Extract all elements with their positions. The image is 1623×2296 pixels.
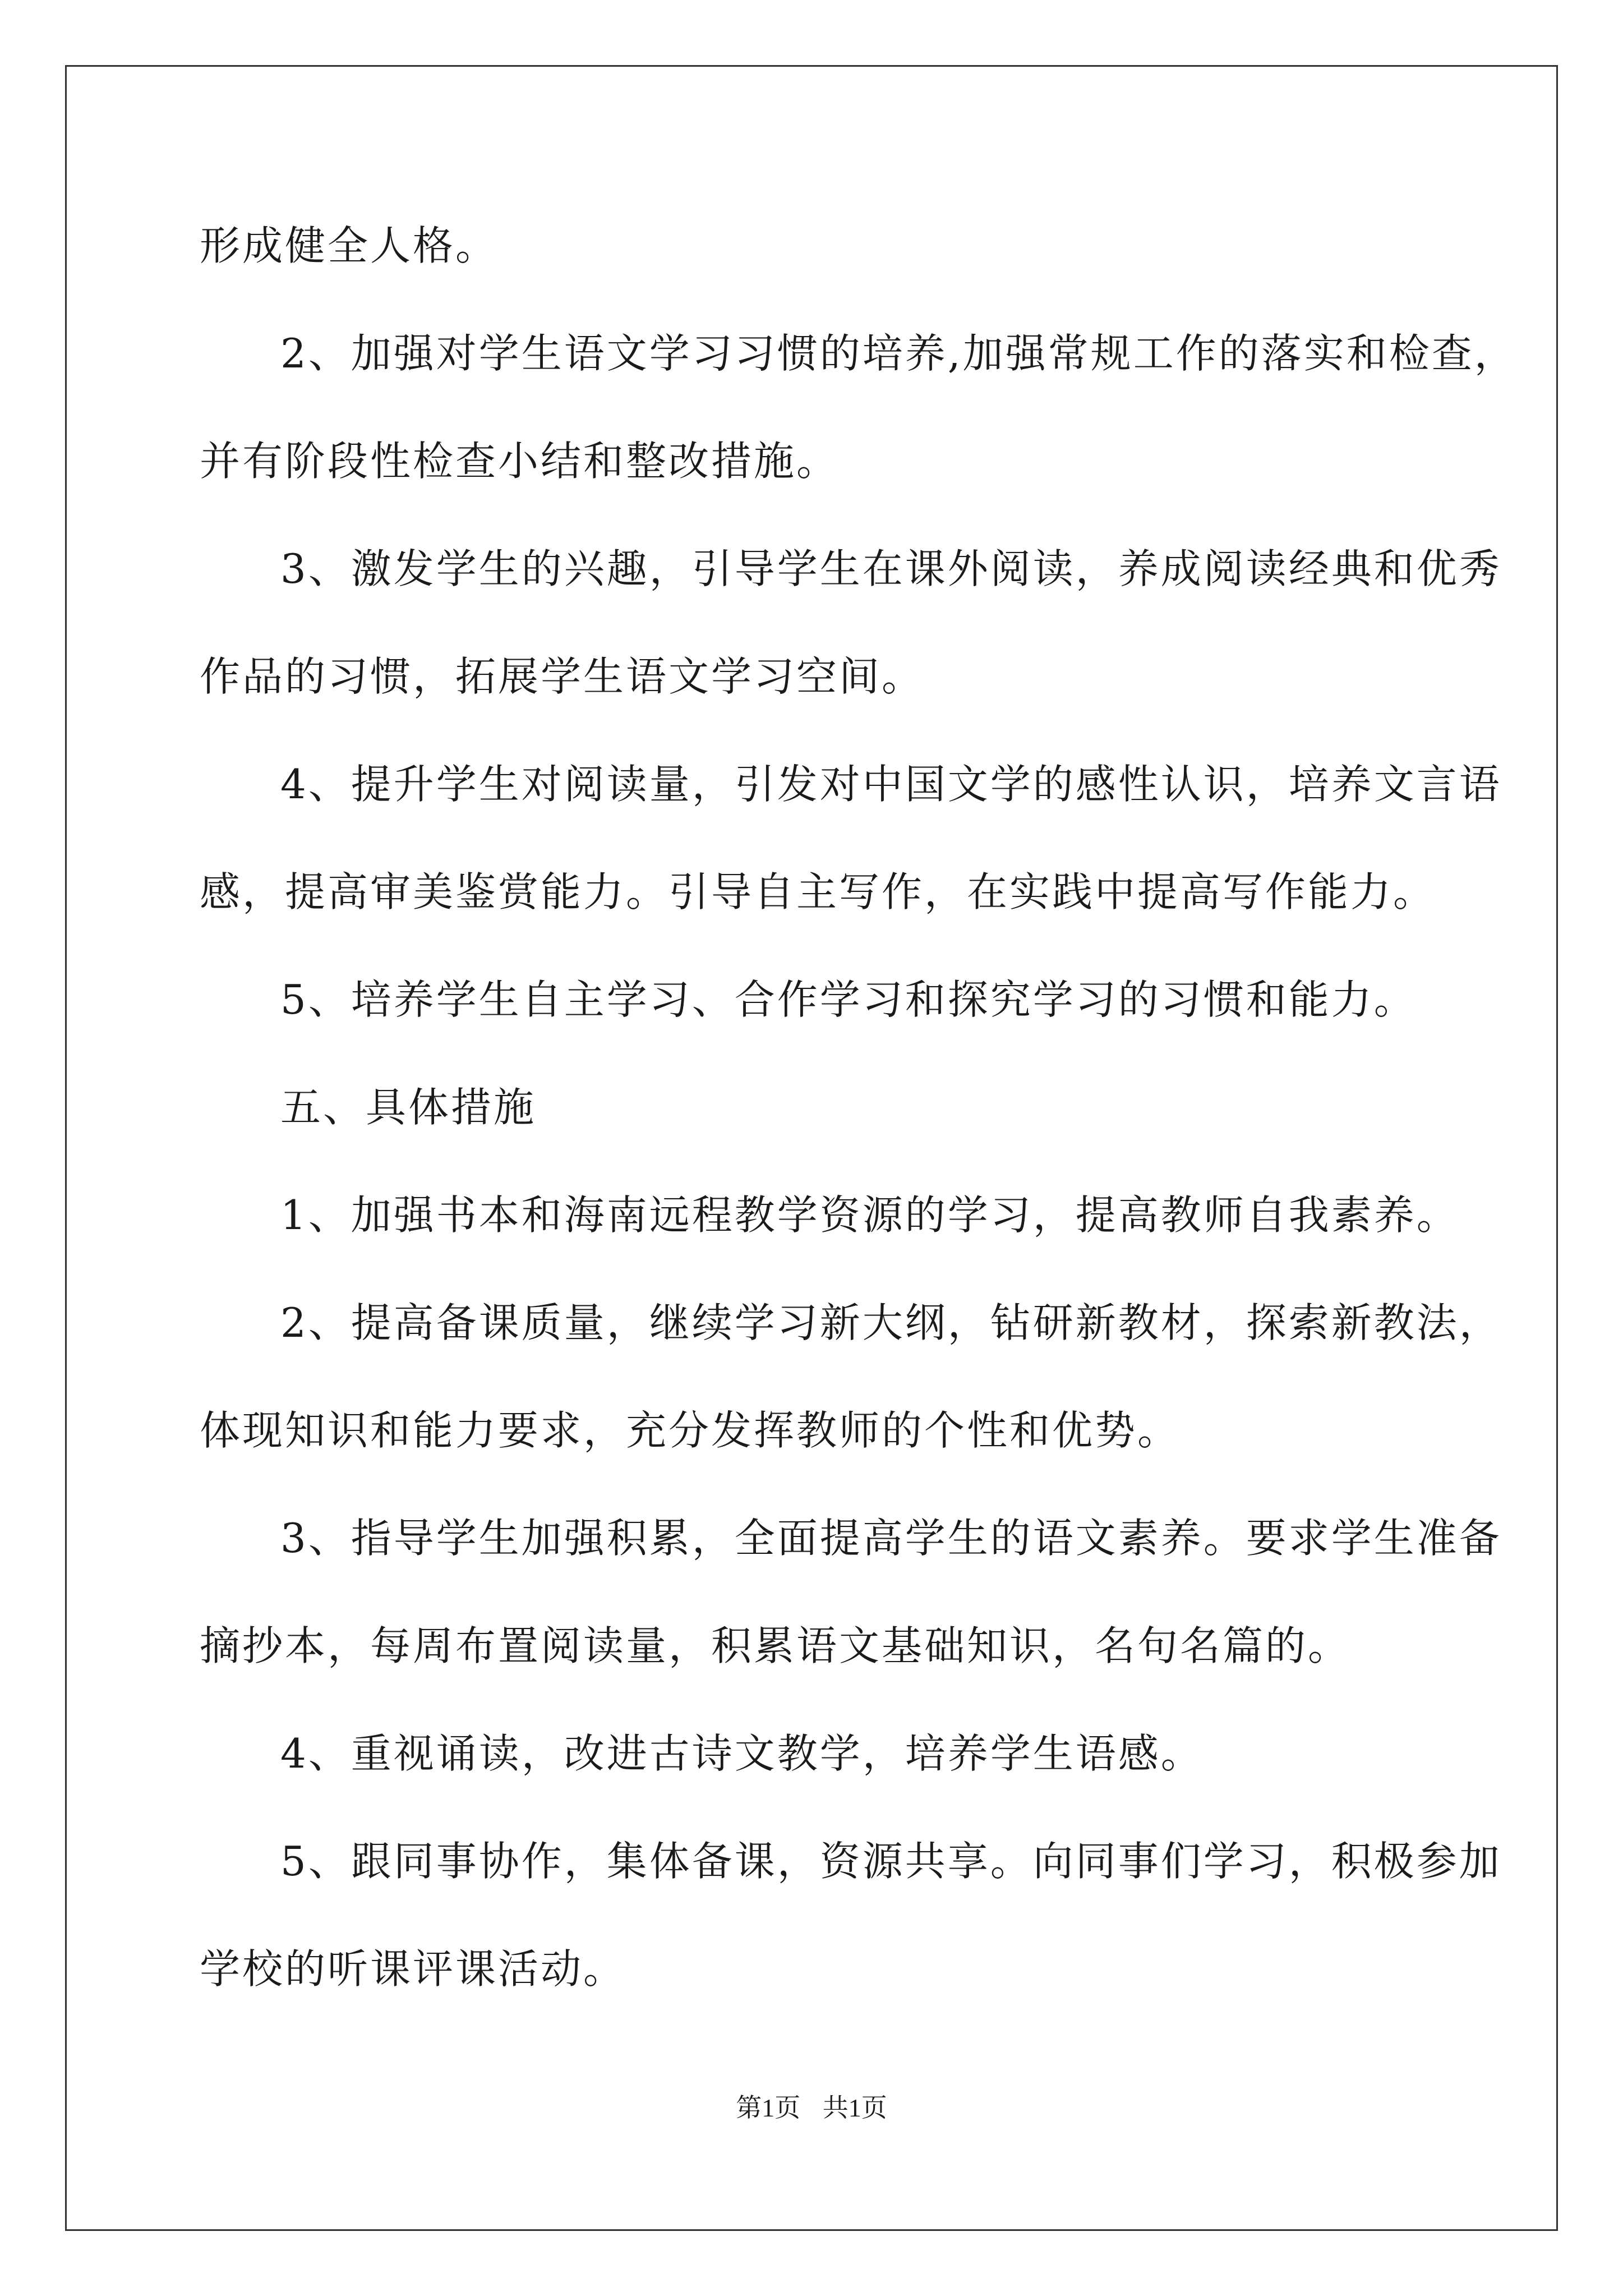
page-number: 第1页 (736, 2093, 801, 2122)
text-line: 4、提升学生对阅读量，引发对中国文学的感性认识，培养文言语 (280, 761, 1502, 808)
page-footer (0, 2091, 1623, 2125)
text-line: 5、跟同事协作，集体备课，资源共享。向同事们学习，积极参加 (280, 1838, 1502, 1885)
text-line: 作品的习惯，拓展学生语文学习空间。 (200, 653, 925, 700)
page-border (65, 65, 1558, 2231)
text-line: 2、加强对学生语文学习习惯的培养,加强常规工作的落实和检查， (280, 330, 1517, 377)
page-total: 共1页 (822, 2093, 887, 2122)
text-line: 1、加强书本和海南远程教学资源的学习，提高教师自我素养。 (280, 1191, 1459, 1239)
text-line: 3、激发学生的兴趣，引导学生在课外阅读，养成阅读经典和优秀 (280, 545, 1502, 592)
text-line: 3、指导学生加强积累，全面提高学生的语文素养。要求学生准备 (280, 1515, 1502, 1562)
text-line: 学校的听课评课活动。 (200, 1945, 626, 1993)
text-line: 并有阶段性检查小结和整改措施。 (200, 438, 840, 485)
text-line: 5、培养学生自主学习、合作学习和探究学习的习惯和能力。 (280, 976, 1417, 1023)
text-line: 感，提高审美鉴赏能力。引导自主写作，在实践中提高写作能力。 (200, 868, 1436, 915)
section-heading: 五、具体措施 (280, 1084, 537, 1131)
text-line: 形成健全人格。 (200, 222, 499, 269)
text-line: 摘抄本，每周布置阅读量，积累语文基础知识，名句名篇的。 (200, 1622, 1351, 1669)
text-line: 2、提高备课质量，继续学习新大纲，钻研新教材，探索新教法， (280, 1299, 1502, 1346)
text-line: 4、重视诵读，改进古诗文教学，培养学生语感。 (280, 1730, 1204, 1777)
text-line: 体现知识和能力要求，充分发挥教师的个性和优势。 (200, 1407, 1181, 1454)
